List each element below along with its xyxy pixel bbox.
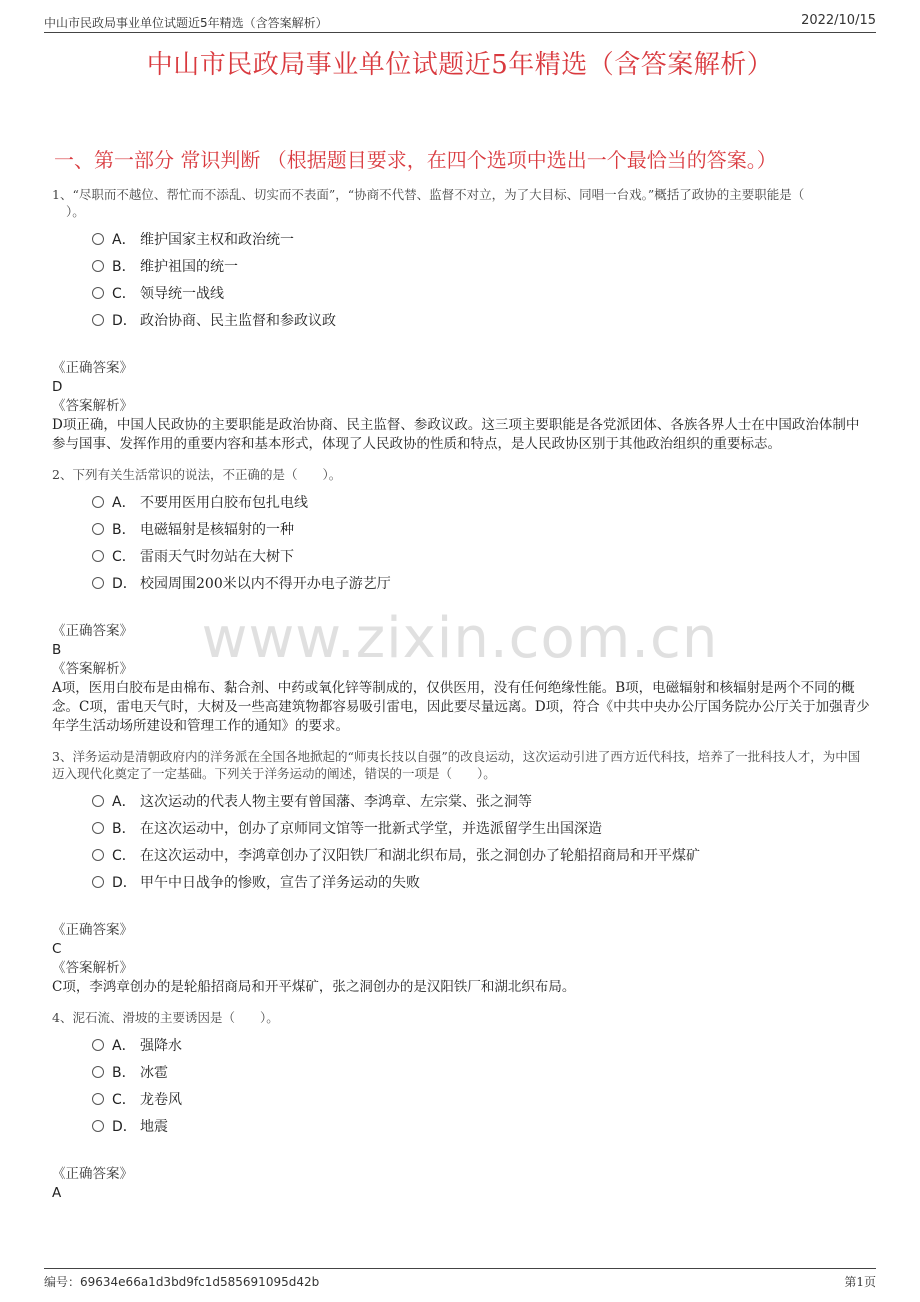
question-3 xyxy=(52,748,870,997)
question-stem-line: 1、“尽职而不越位、帮忙而不添乱、切实而不表面”，“协商不代替、监督不对立，为了大目标、同唱一台戏。”概括了政协的主要职能是（ xyxy=(52,187,805,202)
radio-icon[interactable] xyxy=(92,849,104,861)
question-4 xyxy=(52,1009,870,1203)
correct-answer-value: C xyxy=(52,941,62,957)
option-d[interactable] xyxy=(92,1114,870,1141)
option-text: 强降水 xyxy=(140,1038,182,1054)
radio-icon[interactable] xyxy=(92,822,104,834)
option-d[interactable] xyxy=(92,571,870,598)
radio-icon[interactable] xyxy=(92,314,104,326)
option-letter: D． xyxy=(112,875,137,891)
option-letter: A． xyxy=(112,794,136,810)
option-text: 龙卷风 xyxy=(140,1092,182,1108)
option-b[interactable] xyxy=(92,254,870,281)
correct-answer-value: B xyxy=(52,642,62,658)
option-text: 冰雹 xyxy=(140,1065,168,1081)
option-b[interactable] xyxy=(92,816,870,843)
option-text: 维护祖国的统一 xyxy=(140,259,238,275)
option-c[interactable] xyxy=(92,1087,870,1114)
correct-answer-label: 《正确答案》 xyxy=(52,922,133,938)
radio-icon[interactable] xyxy=(92,523,104,535)
radio-icon[interactable] xyxy=(92,233,104,245)
option-a[interactable] xyxy=(92,789,870,816)
option-text: 维护国家主权和政治统一 xyxy=(140,232,294,248)
radio-icon[interactable] xyxy=(92,1039,104,1051)
question-stem xyxy=(52,186,870,220)
option-text: 电磁辐射是核辐射的一种 xyxy=(140,522,294,538)
question-stem-line: 4、泥石流、滑坡的主要诱因是（ ）。 xyxy=(52,1010,279,1025)
radio-icon[interactable] xyxy=(92,795,104,807)
radio-icon[interactable] xyxy=(92,550,104,562)
option-c[interactable] xyxy=(92,281,870,308)
radio-icon[interactable] xyxy=(92,1093,104,1105)
option-text: 在这次运动中，李鸿章创办了汉阳铁厂和湖北织布局，张之洞创办了轮船招商局和开平煤矿 xyxy=(140,848,700,864)
analysis-text: C项，李鸿章创办的是轮船招商局和开平煤矿，张之洞创办的是汉阳铁厂和湖北织布局。 xyxy=(52,979,576,995)
radio-icon[interactable] xyxy=(92,1120,104,1132)
option-letter: A． xyxy=(112,1038,136,1054)
page-footer xyxy=(44,1268,876,1291)
option-text: 在这次运动中，创办了京师同文馆等一批新式学堂，并选派留学生出国深造 xyxy=(140,821,602,837)
option-a[interactable] xyxy=(92,490,870,517)
option-letter: A． xyxy=(112,495,136,511)
option-letter: B． xyxy=(112,821,136,837)
option-a[interactable] xyxy=(92,227,870,254)
question-stem-line: 3、洋务运动是清朝政府内的洋务派在全国各地掀起的“师夷长技以自强”的改良运动，这次运动引进了西方近代科技，培养了一批科技人才，为中国迈入现代化奠定了一定基础。下列关于洋务运动的阐述，错误的一项是（ ）。 xyxy=(52,749,861,781)
option-c[interactable] xyxy=(92,843,870,870)
radio-icon[interactable] xyxy=(92,1066,104,1078)
footer-serial: 编号：69634e66a1d3bd9fc1d585691095d42b xyxy=(44,1275,320,1289)
correct-answer-value: D xyxy=(52,379,63,395)
answer-block xyxy=(52,921,870,997)
analysis-label: 《答案解析》 xyxy=(52,398,133,414)
analysis-label: 《答案解析》 xyxy=(52,661,133,677)
option-list xyxy=(92,789,870,897)
option-b[interactable] xyxy=(92,1060,870,1087)
question-stem xyxy=(52,466,870,483)
option-text: 不要用医用白胶布包扎电线 xyxy=(140,495,308,511)
option-text: 政治协商、民主监督和参政议政 xyxy=(140,313,336,329)
option-d[interactable] xyxy=(92,308,870,335)
option-text: 这次运动的代表人物主要有曾国藩、李鸿章、左宗棠、张之洞等 xyxy=(140,794,532,810)
footer-page-number: 第1页 xyxy=(844,1275,876,1289)
option-letter: B． xyxy=(112,259,136,275)
option-b[interactable] xyxy=(92,517,870,544)
option-letter: A． xyxy=(112,232,136,248)
watermark: www.zixin.com.cn xyxy=(201,606,719,671)
option-text: 校园周围200米以内不得开办电子游艺厅 xyxy=(140,576,391,592)
option-letter: C． xyxy=(112,848,136,864)
question-2 xyxy=(52,466,870,736)
section-title: 一、第一部分 常识判断 （根据题目要求，在四个选项中选出一个最恰当的答案。） xyxy=(54,148,777,172)
option-letter: B． xyxy=(112,1065,136,1081)
radio-icon[interactable] xyxy=(92,287,104,299)
correct-answer-label: 《正确答案》 xyxy=(52,1166,133,1182)
radio-icon[interactable] xyxy=(92,876,104,888)
option-letter: D． xyxy=(112,576,137,592)
option-text: 雷雨天气时勿站在大树下 xyxy=(140,549,294,565)
option-text: 地震 xyxy=(140,1119,168,1135)
answer-block xyxy=(52,1165,870,1203)
radio-icon[interactable] xyxy=(92,260,104,272)
correct-answer-label: 《正确答案》 xyxy=(52,623,133,639)
option-list xyxy=(92,227,870,335)
correct-answer-value: A xyxy=(52,1185,62,1201)
page-header xyxy=(44,12,876,33)
option-letter: C． xyxy=(112,286,136,302)
page-title: 中山市民政局事业单位试题近5年精选（含答案解析） xyxy=(146,50,774,80)
radio-icon[interactable] xyxy=(92,577,104,589)
option-letter: D． xyxy=(112,1119,137,1135)
question-stem xyxy=(52,748,870,782)
option-letter: C． xyxy=(112,549,136,565)
option-text: 领导统一战线 xyxy=(140,286,224,302)
question-stem-line: 2、下列有关生活常识的说法，不正确的是（ ）。 xyxy=(52,467,342,482)
option-d[interactable] xyxy=(92,870,870,897)
question-stem xyxy=(52,1009,870,1026)
header-doc-title: 中山市民政局事业单位试题近5年精选（含答案解析） xyxy=(44,16,328,30)
option-c[interactable] xyxy=(92,544,870,571)
option-list xyxy=(92,1033,870,1141)
question-list xyxy=(52,186,870,1203)
analysis-label: 《答案解析》 xyxy=(52,960,133,976)
header-date: 2022/10/15 xyxy=(801,13,876,28)
question-1 xyxy=(52,186,870,454)
analysis-text: D项正确，中国人民政协的主要职能是政治协商、民主监督、参政议政。这三项主要职能是各党派团体、各族各界人士在中国政治体制中参与国事、发挥作用的重要内容和基本形式，体现了人民政协的性质和特点，是人民政协区别于其他政治组织的重要标志。 xyxy=(52,417,860,452)
answer-block xyxy=(52,622,870,736)
answer-block xyxy=(52,359,870,454)
radio-icon[interactable] xyxy=(92,496,104,508)
correct-answer-label: 《正确答案》 xyxy=(52,360,133,376)
option-letter: D． xyxy=(112,313,137,329)
option-letter: B． xyxy=(112,522,136,538)
option-a[interactable] xyxy=(92,1033,870,1060)
question-stem-line: ）。 xyxy=(66,204,85,219)
option-text: 甲午中日战争的惨败，宣告了洋务运动的失败 xyxy=(140,875,420,891)
option-letter: C． xyxy=(112,1092,136,1108)
option-list xyxy=(92,490,870,598)
analysis-text: A项，医用白胶布是由棉布、黏合剂、中药或氧化锌等制成的，仅供医用，没有任何绝缘性能。B项，电磁辐射和核辐射是两个不同的概念。C项，雷电天气时，大树及一些高建筑物都容易吸引雷电，因此要尽量远离。D项，符合《中共中央办公厅国务院办公厅关于加强青少年学生活动场所建设和管理工作的通知》的要求。 xyxy=(52,680,870,734)
